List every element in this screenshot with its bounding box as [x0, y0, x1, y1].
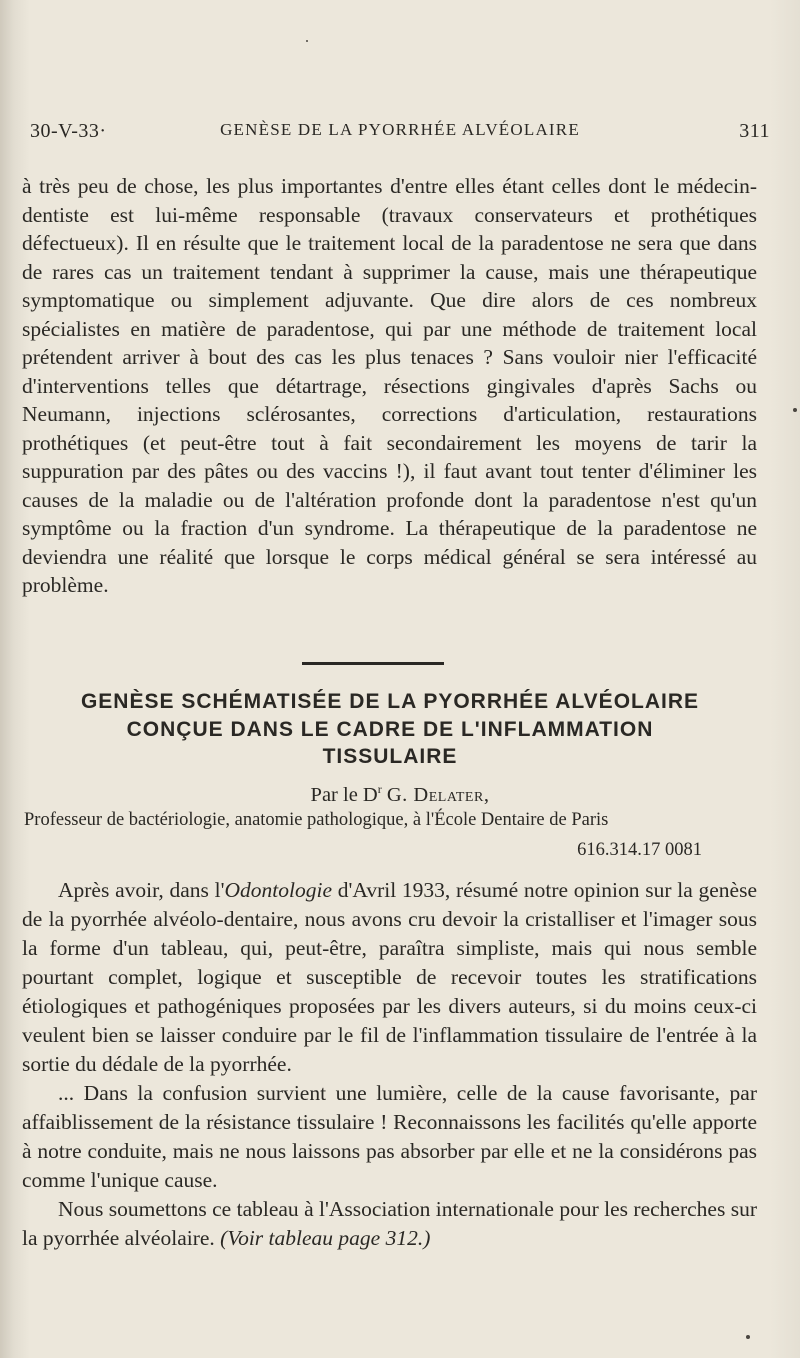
- byline-superscript: r: [377, 782, 382, 796]
- article-title: [20, 688, 760, 771]
- article-title-line-2: CONÇUE DANS LE CADRE DE L'INFLAMMATION: [126, 717, 654, 741]
- running-head-title: GENÈSE DE LA PYORRHÉE ALVÉOLAIRE: [220, 120, 580, 139]
- running-head: [30, 120, 770, 150]
- page-number: 311: [739, 120, 770, 142]
- journal-name: Odontologie: [224, 878, 333, 902]
- author-name: G. Delater,: [386, 783, 490, 806]
- article-paragraph-1: Après avoir, dans l'Odontologie d'Avril 1933, résumé notre opinion sur la genèse de la pyorrhée alvéolo-dentaire, nous avons cru devoir la cristalliser et l'imager sous la forme d'un tableau, qui, peut-être, paraîtra simpliste, mais qui nous semble pourtant complet, logique et susceptible de recevoir toutes les stratifications étiologiques et pathogéniques proposées par les divers auteurs, si du moins ceux-ci veulent bien se laisser conduire par le fil de l'inflammation tissulaire de l'entrée à la sortie du dédale de la pyorrhée.: [22, 878, 757, 1076]
- article-title-line-3: TISSULAIRE: [322, 745, 458, 768]
- author-affiliation: Professeur de bactériologie, anatomie pathologique, à l'École Dentaire de Paris: [24, 810, 609, 830]
- intro-paragraph: à très peu de chose, les plus importantes d'entre elles étant celles dont le médecin-dentiste est lui-même responsable (travaux conservateurs et prothétiques défectueux). Il en résulte que le traitement local de la paradentose ne sera que dans de rares cas un traitement tendant à supprimer la cause, mais une thérapeutique symptomatique ou simplement adjuvante. Que dire alors de ces nombreux spécialistes en matière de paradentose, qui par une méthode de traitement local prétendent arriver à bout des cas les plus tenaces ? Sans vouloir nier l'efficacité d'interventions telles que détartrage, résections gingivales d'après Sachs ou Neumann, injections sclérosantes, corrections d'articulation, restaurations prothétiques (et peut-être tout à fait secondairement les moyens de tarir la suppuration par des pâtes ou des vaccins !), il faut avant tout tenter d'éliminer les causes de la maladie ou de l'altération profonde dont la paradentose n'est qu'un symptôme ou la fraction d'un syndrome. La thérapeutique de la paradentose ne deviendra une réalité que lorsque le corps médical général se sera intéressé au problème.: [22, 174, 757, 597]
- intro-text-block: [22, 172, 757, 600]
- running-head-date: 30-V-33·: [30, 120, 107, 142]
- article-body: [22, 876, 757, 1253]
- table-reference: (Voir tableau page 312.): [220, 1226, 431, 1250]
- scan-speck: [306, 40, 308, 42]
- article-paragraph-2: ... Dans la confusion survient une lumière, celle de la cause favorisante, par affaiblissement de la résistance tissulaire ! Reconnaissons les facilités qu'elle apporte à notre conduite, mais ne nous laissons pas absorber par elle et ne la considérons pas comme l'unique cause.: [22, 1081, 757, 1192]
- article-paragraph-3: Nous soumettons ce tableau à l'Association internationale pour les recherches sur la pyorrhée alvéolaire. (Voir tableau page 312.): [22, 1197, 757, 1250]
- byline: [0, 782, 800, 807]
- section-divider: [302, 662, 444, 665]
- scan-speck: [746, 1335, 750, 1339]
- byline-prefix: Par le D: [310, 783, 378, 806]
- article-title-line-1: GENÈSE SCHÉMATISÉE DE LA PYORRHÉE ALVÉOLAIRE: [80, 690, 700, 713]
- classification-number: 616.314.17 0081: [577, 840, 702, 860]
- scan-speck: [793, 408, 797, 412]
